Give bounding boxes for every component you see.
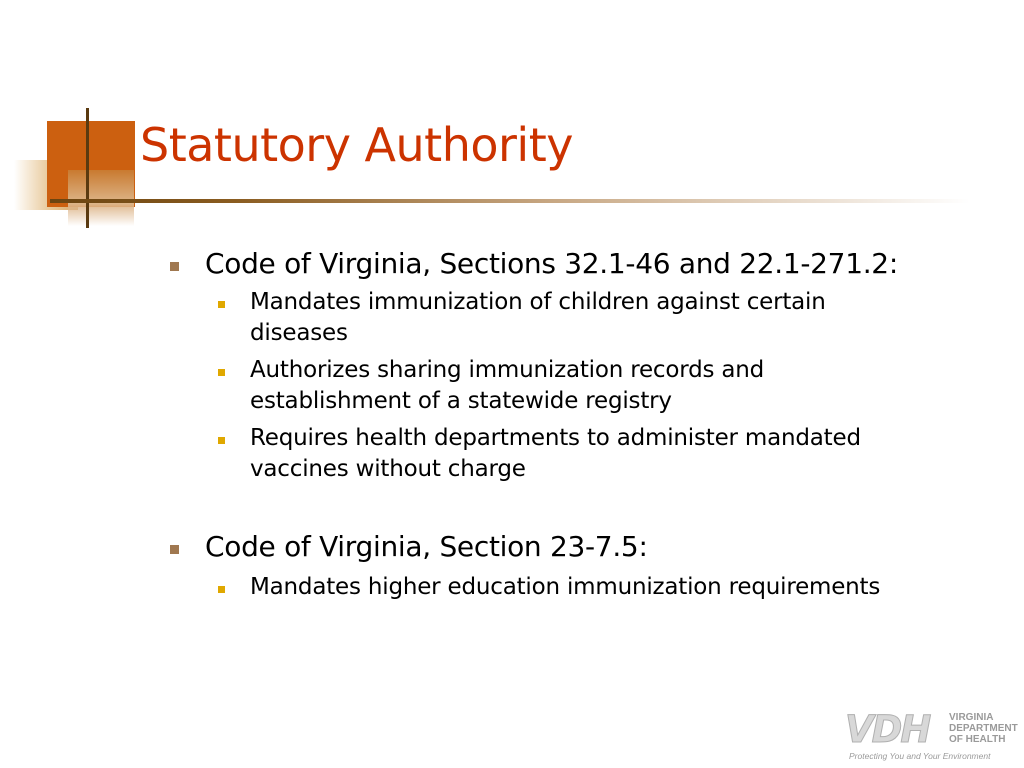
list-item-text: Mandates higher education immunization requirements — [250, 574, 881, 600]
vdh-logo-mark: VDH — [845, 708, 930, 751]
logo-line-2: DEPARTMENT — [949, 723, 1018, 734]
logo-line-3: OF HEALTH — [949, 734, 1006, 745]
list-item-level2 — [213, 355, 928, 417]
list-item-level2 — [213, 423, 928, 485]
decorative-square-faded-bottom — [68, 170, 134, 226]
list-item-level1 — [168, 246, 928, 281]
square-bullet-icon — [218, 437, 225, 444]
vdh-logo — [845, 708, 1018, 764]
decorative-vertical-line — [86, 108, 89, 228]
square-bullet-icon — [218, 586, 225, 593]
list-item-level2 — [213, 572, 928, 603]
list-item-text: Code of Virginia, Section 23-7.5: — [205, 530, 648, 563]
logo-line-1: VIRGINIA — [949, 712, 994, 723]
list-item-text: Code of Virginia, Sections 32.1-46 and 22.1-271.2: — [205, 247, 898, 280]
list-item-text: Mandates immunization of children against certain diseases — [250, 289, 826, 346]
square-bullet-icon — [170, 262, 179, 271]
bullet-list — [168, 246, 928, 603]
title-underline-rule — [50, 199, 970, 203]
square-bullet-icon — [218, 301, 225, 308]
square-bullet-icon — [218, 369, 225, 376]
list-item-level2 — [213, 287, 928, 349]
square-bullet-icon — [170, 545, 179, 554]
logo-tagline: Protecting You and Your Environment — [849, 751, 991, 761]
list-item-level1 — [168, 529, 928, 564]
vdh-logo-wordmark — [949, 712, 1019, 745]
list-item-text: Authorizes sharing immunization records and establishment of a statewide registry — [250, 357, 765, 414]
list-item-text: Requires health departments to administer mandated vaccines without charge — [250, 425, 861, 482]
slide-title: Statutory Authority — [140, 118, 573, 172]
